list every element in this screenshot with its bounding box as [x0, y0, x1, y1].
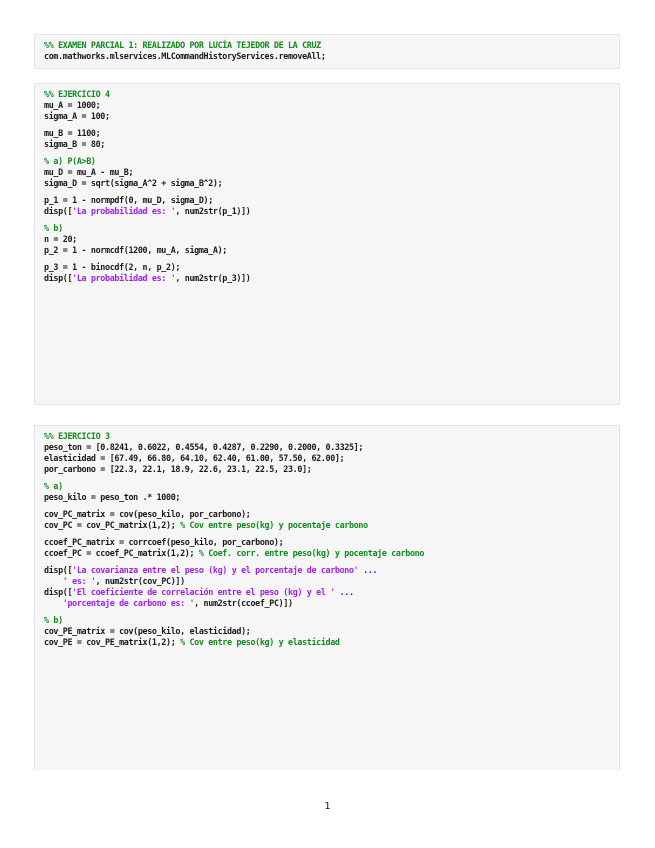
code-text: , num2str(p_1)]) — [175, 206, 251, 216]
code-text: p_2 = 1 - normcdf(1200, mu_A, sigma_A); — [44, 245, 227, 255]
code-string: 'porcentaje de carbono es: ' — [62, 598, 195, 608]
code-string: 'La probabilidad es: ' — [72, 273, 176, 283]
code-text: ccoef_PC = ccoef_PC_matrix(1,2); — [44, 548, 199, 558]
code-line — [44, 167, 619, 178]
code-text: mu_B = 1100; — [44, 128, 101, 138]
code-line — [44, 51, 619, 62]
code-comment: % Cov entre peso(kg) y elasticidad — [180, 637, 340, 647]
code-text: cov_PC_matrix = cov(peso_kilo, por_carbono); — [44, 509, 251, 519]
code-line — [44, 139, 619, 150]
code-line — [44, 156, 619, 167]
code-text: disp([ — [44, 565, 73, 575]
code-line — [44, 565, 619, 576]
code-line — [44, 626, 619, 637]
code-string: 'La covarianza entre el peso (kg) y el porcentaje de carbono' — [72, 565, 359, 575]
code-comment: %% EXAMEN PARCIAL 1: REALIZADO POR LUCÍA TEJEDOR DE LA CRUZ — [44, 40, 321, 50]
code-text: , num2str(p_3)]) — [175, 273, 251, 283]
code-line — [44, 509, 619, 520]
code-comment: % b) — [44, 223, 63, 233]
code-comment: % Coef. corr. entre peso(kg) y pocentaje carbono — [198, 548, 425, 558]
code-line — [44, 481, 619, 492]
code-text: mu_D = mu_A - mu_B; — [44, 167, 134, 177]
code-line — [44, 548, 619, 559]
header-code-block — [34, 34, 620, 69]
code-line — [44, 40, 619, 51]
ejercicio-3-code-block — [34, 425, 620, 770]
code-comment: %% EJERCICIO 3 — [44, 431, 110, 441]
code-text: , num2str(ccoef_PC)]) — [194, 598, 293, 608]
code-line — [44, 520, 619, 531]
code-line — [44, 598, 619, 609]
code-line — [44, 273, 619, 284]
code-string: 'El coeficiente de correlación entre el peso (kg) y el ' — [72, 587, 335, 597]
code-text: peso_kilo = peso_ton .* 1000; — [44, 492, 181, 502]
code-string: 'La probabilidad es: ' — [72, 206, 176, 216]
code-line — [44, 262, 619, 273]
code-text: disp([ — [44, 587, 73, 597]
code-text: p_1 = 1 - normpdf(0, mu_D, sigma_D); — [44, 195, 213, 205]
code-line — [44, 195, 619, 206]
code-line — [44, 111, 619, 122]
code-line — [44, 223, 619, 234]
code-line — [44, 206, 619, 217]
code-line — [44, 128, 619, 139]
code-line — [44, 453, 619, 464]
code-continuation: ... — [358, 565, 378, 575]
code-line — [44, 89, 619, 100]
code-text: sigma_A = 100; — [44, 111, 110, 121]
code-line — [44, 615, 619, 626]
code-line — [44, 492, 619, 503]
code-line — [44, 464, 619, 475]
code-text: com.mathworks.mlservices.MLCommandHistoryServices.removeAll; — [44, 51, 326, 61]
code-continuation: ... — [334, 587, 354, 597]
code-line — [44, 442, 619, 453]
code-text: mu_A = 1000; — [44, 100, 101, 110]
code-line — [44, 637, 619, 648]
code-line — [44, 587, 619, 598]
code-text — [44, 576, 63, 586]
code-line — [44, 100, 619, 111]
code-text: p_3 = 1 - binocdf(2, n, p_2); — [44, 262, 181, 272]
code-line — [44, 431, 619, 442]
code-text: ccoef_PC_matrix = corrcoef(peso_kilo, por_carbono); — [44, 537, 284, 547]
code-text: cov_PE = cov_PE_matrix(1,2); — [44, 637, 181, 647]
code-text: peso_ton = [0.8241, 0.6022, 0.4554, 0.4287, 0.2290, 0.2000, 0.3325]; — [44, 442, 364, 452]
code-text: sigma_D = sqrt(sigma_A^2 + sigma_B^2); — [44, 178, 223, 188]
code-line — [44, 245, 619, 256]
code-line — [44, 576, 619, 587]
code-text: disp([ — [44, 273, 73, 283]
code-line — [44, 537, 619, 548]
code-text: por_carbono = [22.3, 22.1, 18.9, 22.6, 23.1, 22.5, 23.0]; — [44, 464, 312, 474]
code-comment: % a) — [44, 481, 63, 491]
code-text: disp([ — [44, 206, 73, 216]
code-text: sigma_B = 80; — [44, 139, 105, 149]
code-comment: % a) P(A>B) — [44, 156, 96, 166]
code-string: ' es: ' — [62, 576, 96, 586]
ejercicio-4-code-block — [34, 83, 620, 405]
code-text: elasticidad = [67.49, 66.80, 64.10, 62.40, 61.00, 57.50, 62.00]; — [44, 453, 345, 463]
page-number: 1 — [324, 801, 331, 812]
code-line — [44, 234, 619, 245]
code-text: cov_PC = cov_PC_matrix(1,2); — [44, 520, 181, 530]
code-line — [44, 178, 619, 189]
code-comment: %% EJERCICIO 4 — [44, 89, 110, 99]
code-text: cov_PE_matrix = cov(peso_kilo, elasticidad); — [44, 626, 251, 636]
code-text: , num2str(cov_PC)]) — [95, 576, 185, 586]
code-comment: % Cov entre peso(kg) y pocentaje carbono — [180, 520, 368, 530]
code-text: n = 20; — [44, 234, 77, 244]
code-comment: % b) — [44, 615, 63, 625]
code-text — [44, 598, 63, 608]
